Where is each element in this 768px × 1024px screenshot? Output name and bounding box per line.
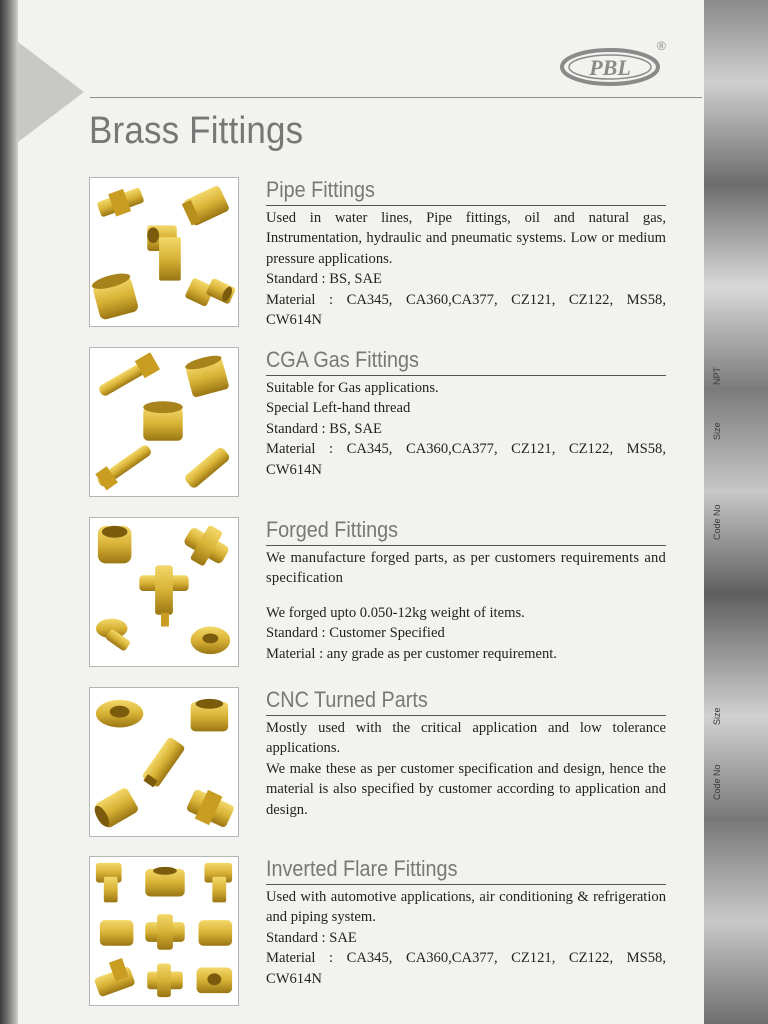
forged-fittings-image (89, 517, 239, 667)
strip-label: Code No (712, 504, 722, 540)
section-rule (266, 715, 666, 716)
section-title: Pipe Fittings (266, 177, 375, 202)
inverted-flare-fittings-image (89, 856, 239, 1006)
section-title: CNC Turned Parts (266, 687, 428, 712)
section-standard: Standard : BS, SAE (266, 420, 382, 437)
section-rule (266, 375, 666, 376)
section-standard: Standard : SAE (266, 929, 357, 946)
section-material: Material : CA345, CA360,CA377, CZ121, CZ122, MS58, CW614N (266, 441, 666, 478)
section-body (266, 887, 666, 989)
adjacent-page-strip (704, 0, 768, 1024)
binding-spine (0, 0, 18, 1024)
section-rule (266, 545, 666, 546)
section-title: CGA Gas Fittings (266, 347, 419, 372)
pipe-fittings-image (89, 177, 239, 327)
section-body (266, 378, 666, 480)
section-body (266, 548, 666, 664)
page-title: Brass Fittings (89, 110, 304, 152)
decorative-triangle (18, 42, 84, 142)
section-weight: We forged upto 0.050-12kg weight of items. (266, 604, 525, 621)
section-description: Used with automotive applications, air conditioning & refrigeration and piping system. (266, 889, 666, 926)
section-body (266, 718, 666, 820)
section-line: Suitable for Gas applications. (266, 380, 439, 396)
section-material: Material : CA345, CA360,CA377, CZ121, CZ122, MS58, CW614N (266, 291, 666, 329)
strip-label: Size (712, 707, 722, 725)
section-description: Used in water lines, Pipe fittings, oil and natural gas, Instrumentation, hydraulic and pneumatic systems. Low or medium pressure applications. (266, 210, 666, 267)
cga-gas-fittings-image (89, 347, 239, 497)
section-line: Special Left-hand thread (266, 400, 411, 417)
logo-text: PBL (589, 55, 631, 80)
section-line: We make these as per customer specification and design, hence the material is also specified by customer according to application and design. (266, 760, 666, 818)
strip-label: NPT (712, 367, 722, 385)
section-standard: Standard : BS, SAE (266, 271, 382, 288)
section-inverted-flare-fittings (89, 856, 669, 1016)
section-material: Material : CA345, CA360,CA377, CZ121, CZ122, MS58, CW614N (266, 950, 666, 987)
section-standard: Standard : Customer Specified (266, 625, 445, 642)
strip-label: Code No (712, 764, 722, 800)
section-pipe-fittings (89, 177, 669, 337)
section-body (266, 208, 666, 330)
section-rule (266, 205, 666, 206)
section-rule (266, 884, 666, 885)
section-cga-gas-fittings (89, 347, 669, 507)
cnc-turned-parts-image (89, 687, 239, 837)
section-title: Inverted Flare Fittings (266, 856, 458, 881)
strip-label: Size (712, 422, 722, 440)
section-description: We manufacture forged parts, as per customers requirements and specification (266, 550, 666, 587)
pbl-logo (558, 40, 666, 88)
section-line: Mostly used with the critical application and low tolerance applications. (266, 720, 666, 757)
section-forged-fittings (89, 517, 669, 677)
header-rule (90, 97, 702, 98)
registered-mark: ® (657, 40, 666, 53)
section-material: Material : any grade as per customer requirement. (266, 645, 557, 662)
section-title: Forged Fittings (266, 517, 399, 542)
section-cnc-turned-parts (89, 687, 669, 847)
